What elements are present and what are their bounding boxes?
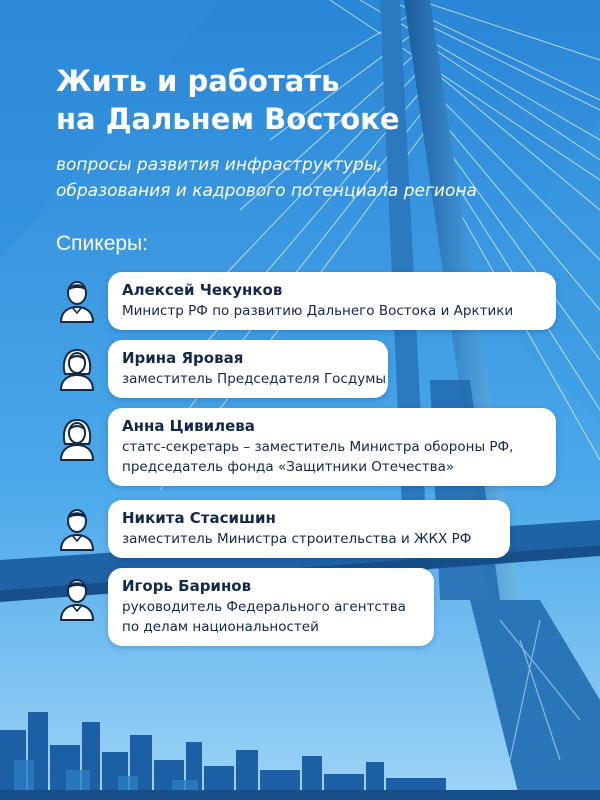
subtitle-line-2: образования и кадрового потенциала региона bbox=[56, 181, 477, 201]
speaker-role-line-1: руководитель Федерального агентства bbox=[122, 599, 406, 615]
subtitle-line-1: вопросы развития инфраструктуры, bbox=[56, 155, 383, 175]
page-title bbox=[56, 62, 399, 138]
speaker-card-4 bbox=[108, 500, 510, 558]
male-person-icon bbox=[54, 276, 100, 324]
speaker-card-2 bbox=[108, 340, 388, 398]
speaker-card-5 bbox=[108, 568, 434, 646]
speaker-name: Алексей Чекунков bbox=[122, 281, 283, 299]
speaker-name: Игорь Баринов bbox=[122, 577, 252, 595]
speaker-role: заместитель Председателя Госдумы bbox=[122, 371, 387, 387]
speaker-role-line-2: по делам национальностей bbox=[122, 619, 319, 635]
speaker-name: Анна Цивилева bbox=[122, 417, 255, 435]
speaker-name: Никита Стасишин bbox=[122, 509, 276, 527]
speaker-name: Ирина Яровая bbox=[122, 349, 244, 367]
page-subtitle bbox=[56, 152, 477, 204]
speaker-role: заместитель Министра строительства и ЖКХ РФ bbox=[122, 531, 472, 547]
speaker-card-3 bbox=[108, 408, 556, 486]
title-line-1: Жить и работать bbox=[56, 64, 340, 98]
speakers-heading: Спикеры: bbox=[56, 232, 148, 255]
speaker-role: Министр РФ по развитию Дальнего Востока и Арктики bbox=[122, 303, 514, 319]
speaker-role-line-2: председатель фонда «Защитники Отечества» bbox=[122, 459, 455, 475]
female-person-icon bbox=[54, 344, 100, 392]
male-person-icon bbox=[54, 504, 100, 552]
female-person-icon bbox=[54, 414, 100, 462]
speaker-card-1 bbox=[108, 272, 556, 330]
speaker-role-line-1: статс-секретарь – заместитель Министра обороны РФ, bbox=[122, 439, 514, 455]
male-person-icon bbox=[54, 574, 100, 622]
title-line-2: на Дальнем Востоке bbox=[56, 102, 400, 136]
